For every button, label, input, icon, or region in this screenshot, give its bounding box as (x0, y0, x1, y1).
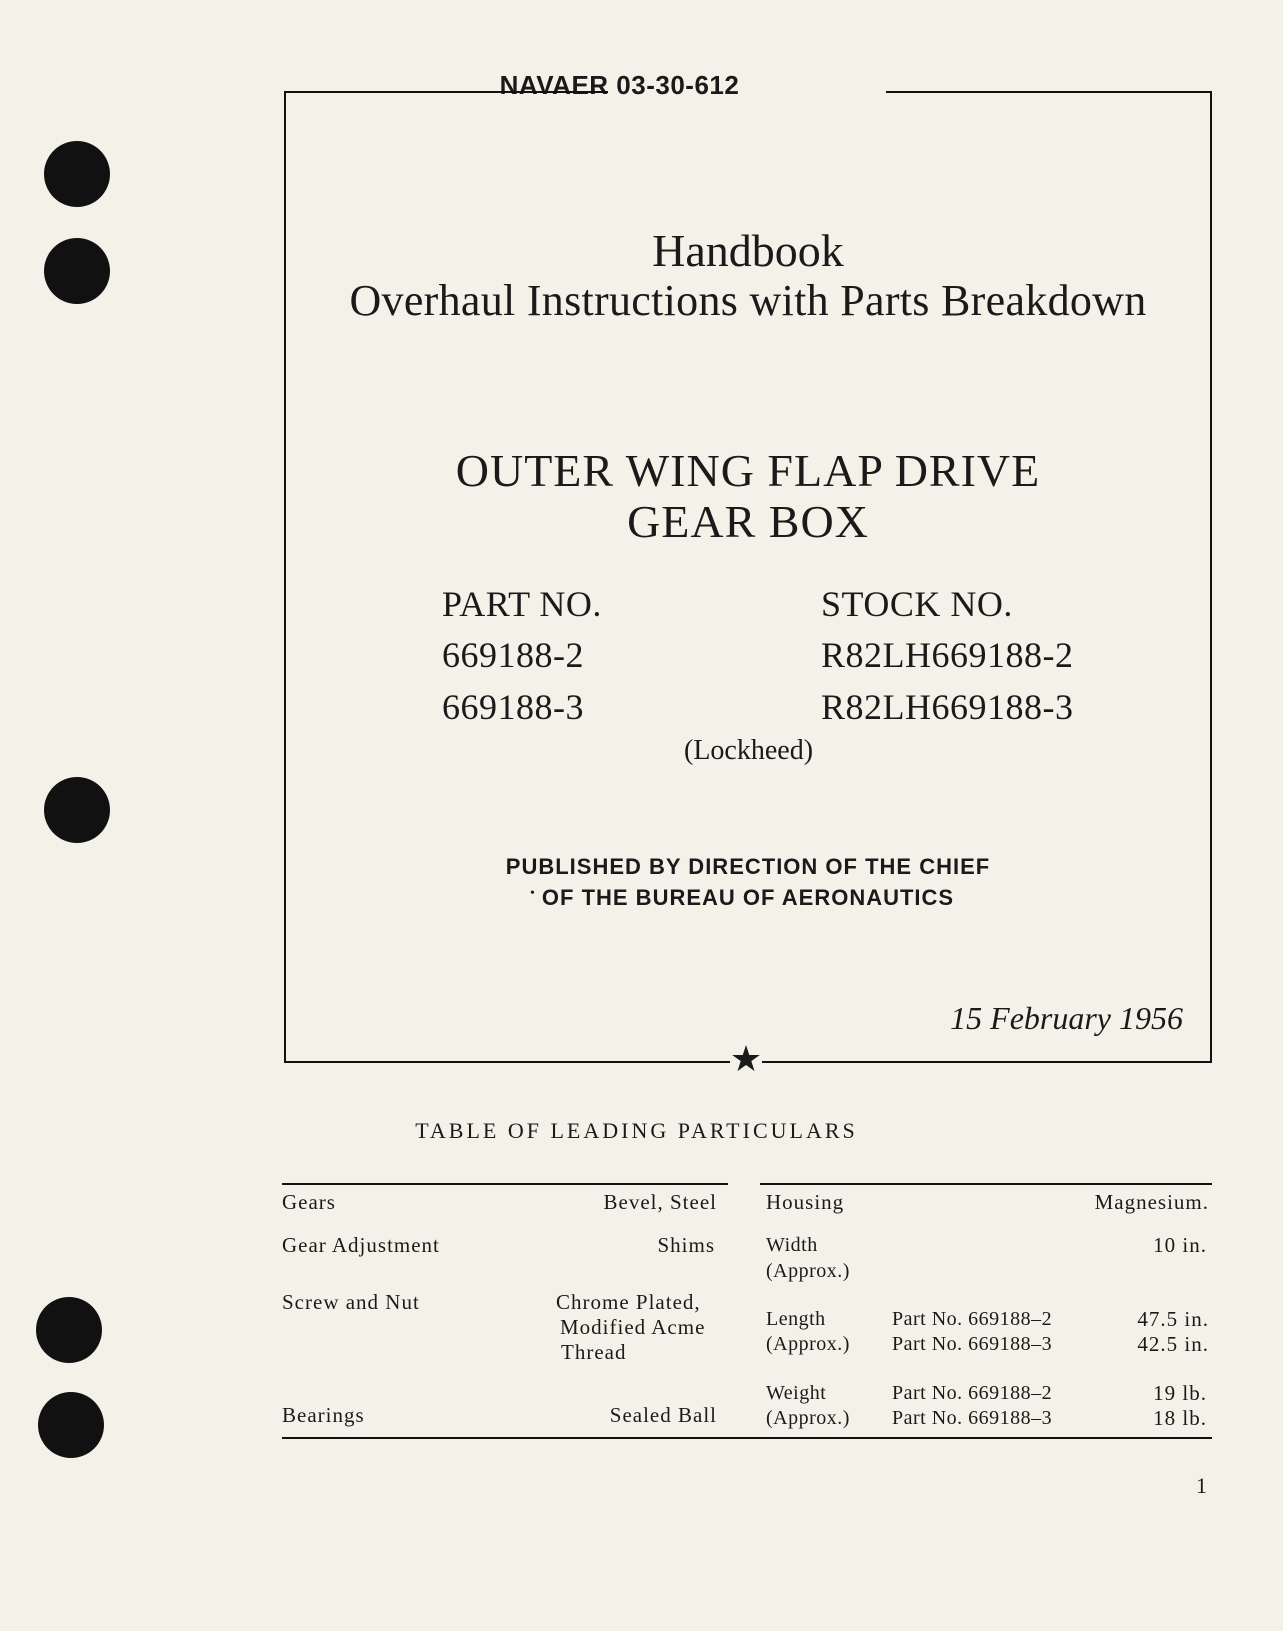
table-rule (760, 1183, 1212, 1185)
main-title-line1: OUTER WING FLAP DRIVE (455, 445, 1041, 496)
particular-value: 18 lb. (1153, 1406, 1207, 1430)
particular-approx: (Approx.) (766, 1407, 850, 1429)
publication-date: 15 February 1956 (950, 1000, 1183, 1036)
particular-approx: (Approx.) (766, 1260, 850, 1282)
frame-border (284, 1061, 730, 1063)
particular-value: 42.5 in. (1137, 1332, 1209, 1356)
part-no-value: 669188-2 (442, 635, 584, 675)
part-no-header: PART NO. (442, 584, 602, 624)
page-number: 1 (1196, 1473, 1207, 1498)
table-title: TABLE OF LEADING PARTICULARS (415, 1118, 858, 1143)
particular-value: 47.5 in. (1137, 1307, 1209, 1331)
particular-label: Width (766, 1234, 818, 1256)
star-icon: ★ (729, 1039, 763, 1079)
particular-part: Part No. 669188–3 (892, 1333, 1053, 1355)
frame-border (886, 91, 1212, 93)
particular-label: Gear Adjustment (282, 1233, 440, 1257)
part-no-value: 669188-3 (442, 687, 584, 727)
main-title-line2: GEAR BOX (627, 496, 869, 547)
particular-label: Gears (282, 1190, 336, 1214)
binder-hole (44, 777, 110, 843)
particular-part: Part No. 669188–2 (892, 1382, 1053, 1404)
handbook-subtitle: Overhaul Instructions with Parts Breakdown (349, 276, 1147, 325)
particular-value: Thread (561, 1340, 627, 1364)
frame-border (284, 91, 608, 93)
binder-hole (44, 238, 110, 304)
particular-value: Bevel, Steel (603, 1190, 717, 1214)
particular-label: Weight (766, 1382, 827, 1404)
stock-no-value: R82LH669188-2 (821, 635, 1074, 675)
particular-value: Chrome Plated, (556, 1290, 701, 1314)
particular-value: Magnesium. (1094, 1190, 1209, 1214)
particular-value: Sealed Ball (609, 1403, 717, 1427)
stock-no-value: R82LH669188-3 (821, 687, 1074, 727)
particular-value: 10 in. (1153, 1233, 1207, 1257)
table-rule (282, 1437, 1212, 1439)
stock-no-header: STOCK NO. (821, 584, 1013, 624)
manufacturer: (Lockheed) (684, 735, 814, 766)
stray-mark: • (530, 886, 535, 901)
particular-value: 19 lb. (1153, 1381, 1207, 1405)
table-rule (282, 1183, 728, 1185)
publisher-line2: OF THE BUREAU OF AERONAUTICS (541, 885, 955, 910)
particular-label: Length (766, 1308, 826, 1330)
particular-label: Housing (766, 1190, 845, 1214)
particular-value: Shims (657, 1233, 715, 1257)
particular-label: Bearings (282, 1403, 365, 1427)
binder-hole (36, 1297, 102, 1363)
particular-approx: (Approx.) (766, 1333, 850, 1355)
document-code: NAVAER 03-30-612 (499, 70, 740, 100)
handbook-title: Handbook (652, 225, 844, 276)
particular-label: Screw and Nut (282, 1290, 420, 1314)
particular-part: Part No. 669188–2 (892, 1308, 1053, 1330)
particular-part: Part No. 669188–3 (892, 1407, 1053, 1429)
binder-hole (44, 141, 110, 207)
particular-value: Modified Acme (560, 1315, 706, 1339)
binder-hole (38, 1392, 104, 1458)
publisher-line1: PUBLISHED BY DIRECTION OF THE CHIEF (505, 854, 991, 879)
frame-border (762, 1061, 1212, 1063)
